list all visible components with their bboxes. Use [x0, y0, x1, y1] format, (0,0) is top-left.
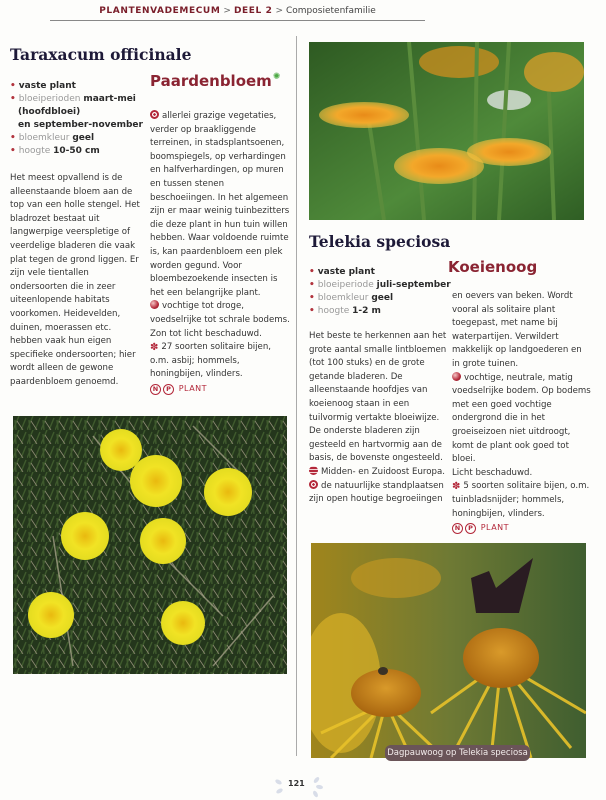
- flower: [130, 455, 182, 507]
- dandelion-photo-illustration: [13, 416, 287, 674]
- facts-list-taraxacum: [10, 80, 143, 158]
- fact-color: • bloemkleur geel: [309, 293, 394, 303]
- insects-text: 5 soorten solitaire bijen, o.m. tuinbladsnijder; hommels, honingbijen, vlinders.: [452, 481, 590, 519]
- photo-telekia-flowers: [309, 42, 584, 220]
- page-number: 121: [288, 779, 305, 788]
- breadcrumb-separator: >: [223, 6, 231, 16]
- petal-icon: [312, 790, 319, 798]
- latin-name-taraxacum: Taraxacum officinale: [10, 45, 192, 64]
- fact-type: • vaste plant: [309, 267, 375, 277]
- column-divider: [296, 36, 297, 756]
- common-name-koeienoog: Koeienoog: [448, 258, 538, 276]
- plant-label: PLANT: [178, 383, 208, 393]
- petal-icon: [313, 776, 321, 784]
- badges: [150, 382, 290, 397]
- badges: [452, 521, 592, 536]
- ecology-taraxacum: [150, 110, 290, 396]
- fact-bloom-cont2: en september-november: [18, 120, 143, 130]
- light-text: Licht beschaduwd.: [452, 467, 533, 478]
- habitat-icon: [309, 480, 318, 489]
- plant-badge-icon: P: [465, 523, 476, 534]
- flower: [161, 601, 205, 645]
- petal-icon: [274, 779, 282, 786]
- habitat-cont-text: en oevers van beken. Wordt vooral als solitaire plant toegepast, met name bij waterpartijen. Verwildert makkelijk op landgoederen en in grote tuinen.: [452, 291, 582, 369]
- soil-icon: [150, 300, 159, 309]
- flower-disc: [351, 669, 421, 717]
- facts-list-telekia: [309, 266, 451, 318]
- ecology-telekia: [452, 290, 592, 536]
- flower: [61, 512, 109, 560]
- distribution-text: Midden- en Zuidoost Europa.: [321, 466, 445, 477]
- latin-name-telekia: Telekia speciosa: [309, 232, 451, 251]
- description-taraxacum: Het meest opvallend is de alleenstaande bloem aan de top van een holle stengel. Het bladrozet bestaat uit langwerpige veerspletige of veerdelige bladeren die vaak plat tegen de grond liggen. Er zijn vele tientallen ondersoorten die in zeer uiteenlopende habitats voorkomen. Heidevelden, duinen, moerassen etc. hebben vaak hun eigen specifieke ondersoorten; hier wordt alleen de gewone paardenbloem genoemd.: [10, 173, 140, 387]
- fact-color: • bloemkleur geel: [10, 133, 95, 143]
- petal-icon: [275, 788, 283, 795]
- soil-icon: [452, 372, 461, 381]
- fact-type: • vaste plant: [10, 81, 76, 91]
- globe-icon: [309, 466, 318, 475]
- fact-height: • hoogte 1-2 m: [309, 306, 381, 316]
- flower: [319, 102, 409, 128]
- telekia-photo-illustration: [309, 42, 584, 220]
- insects-text: 27 soorten solitaire bijen, o.m. asbij; hommels, honingbijen, vlinders.: [150, 342, 272, 380]
- breadcrumb-part: DEEL 2: [233, 6, 273, 16]
- photo-caption: Dagpauwoog op Telekia speciosa: [385, 745, 530, 761]
- breadcrumb-book: PLANTENVADEMECUM: [99, 6, 221, 16]
- habitat-icon: [150, 110, 159, 119]
- insect-flower-icon: ✽: [150, 342, 159, 354]
- sun-icon: ✺: [272, 72, 281, 82]
- fact-bloom-cont: (hoofdbloei): [18, 107, 81, 117]
- soil-text: vochtige tot droge, voedselrijke tot schrale bodems.: [150, 301, 290, 325]
- light-text: Zon tot licht beschaduwd.: [150, 328, 262, 339]
- running-header: [50, 4, 425, 21]
- plant-label: PLANT: [480, 523, 510, 533]
- photo-dandelions: [13, 416, 287, 674]
- petal-icon: [316, 784, 324, 789]
- flower-disc: [463, 628, 539, 688]
- flower: [140, 518, 186, 564]
- native-badge-icon: N: [452, 523, 463, 534]
- flower: [204, 468, 252, 516]
- habitat-text: allerlei grazige vegetaties, verder op braakliggende terreinen, in stadsplantsoenen, boomspiegels, op verhardingen en halfverhardingen, op muren en tussen stenen beschoeiingen. In het algemeen zijn er maar weinig tuinbezitters die deze plant in hun tuin willen hebben. Waar voldoende ruimte is, kan paardenbloem een plek worden gegund. Voor bloembezoekende insecten is het een belangrijke plant.: [150, 111, 290, 298]
- native-badge-icon: N: [150, 384, 161, 395]
- habitat-text: de natuurlijke standplaatsen zijn open houtige begroeiingen: [309, 480, 444, 505]
- breadcrumb-family: Composietenfamilie: [286, 6, 376, 16]
- photo-butterfly-telekia: [311, 543, 586, 758]
- common-name-text: Paardenbloem: [150, 72, 272, 90]
- fact-bloom: • bloeiperiode juli-september: [309, 280, 451, 290]
- common-name-paardenbloem: [150, 72, 280, 90]
- insect-flower-icon: ✽: [452, 481, 461, 493]
- soil-text: vochtige, neutrale, matig voedselrijke bodem. Op bodems met een goed vochtige ondergrond die in het groeiseizoen niet uitdroogt, komt de plant ook goed tot bloei.: [452, 372, 591, 465]
- flower: [467, 138, 551, 166]
- fact-height: • hoogte 10-50 cm: [10, 146, 100, 156]
- breadcrumb-separator: >: [275, 6, 283, 16]
- fly: [378, 667, 388, 675]
- plant-badge-icon: P: [163, 384, 174, 395]
- flower: [28, 592, 74, 638]
- butterfly-photo-illustration: [311, 543, 586, 758]
- fact-bloom: • bloeiperioden maart-mei: [10, 94, 136, 104]
- flower: [100, 429, 142, 471]
- description-telekia: Het beste te herkennen aan het grote aantal smalle lintbloemen (tot 100 stuks) en de grote getande bladeren. De alleenstaande hoofdjes van koeienoog staan in een tuilvormig vertakte bloeiwijze. De onderste bladeren zijn gesteeld en hartvormig aan de basis, de bovenste ongesteeld. Midden- en Zuidoost Europa. de natuurlijke standplaatsen zijn open houtige begroeiingen: [309, 331, 447, 505]
